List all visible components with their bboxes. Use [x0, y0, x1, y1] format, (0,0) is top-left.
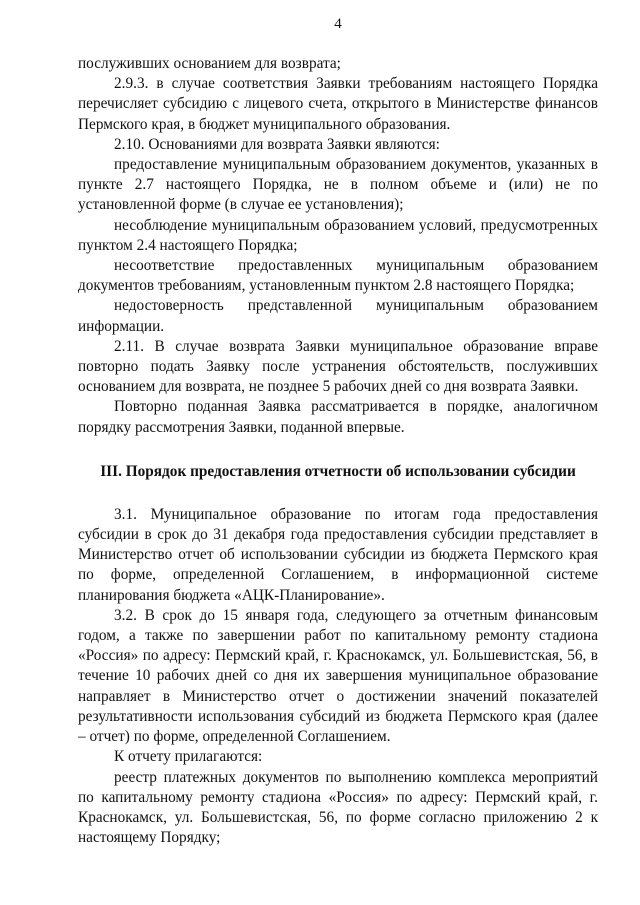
paragraph-continuation: послуживших основанием для возврата;: [78, 55, 341, 72]
section-3-body: [78, 505, 598, 848]
paragraph-3-1: 3.1. Муниципальное образование по итогам года предоставления субсидии в срок до 31 декабря года предоставления субсидии представляет в Министерство отчет об использовании субсидии из бюджета Пермского края по форме, определенной Соглашением, в информационной системе планирования бюджета «АЦК-Планирование».: [78, 505, 598, 604]
section-heading: III. Порядок предоставления отчетности об использовании субсидии: [100, 462, 576, 480]
paragraph-2-9-3: 2.9.3. в случае соответствия Заявки требованиям настоящего Порядка перечисляет субсидию с лицевого счета, открытого в Министерстве финансов Пермского края, в бюджет муниципального образования.: [78, 75, 598, 133]
paragraph-attachments: К отчету прилагаются:: [114, 748, 263, 766]
paragraph-resubmission: Повторно поданная Заявка рассматривается в порядке, аналогичном порядку рассмотрения Заявки, поданной впервые.: [78, 398, 598, 436]
paragraph-2-11: 2.11. В случае возврата Заявки муниципальное образование вправе повторно подать Заявку после устранения обстоятельств, послуживших основанием для возврата, не позднее 5 рабочих дней со дня возврата Заявки.: [78, 337, 598, 396]
paragraph-return-reason-4: недостоверность представленной муниципальным образованием информации.: [78, 297, 598, 335]
paragraph-return-reason-1: предоставление муниципальным образованием документов, указанных в пункте 2.7 настоящего Порядка, не в полном объеме и (или) не по установленной форме (в случае ее установления);: [78, 156, 598, 214]
paragraph-return-reason-3: несоответствие предоставленных муниципальным образованием документов требованиям, установленным пунктом 2.8 настоящего Порядка;: [78, 257, 598, 295]
paragraph-2-10: 2.10. Основаниями для возврата Заявки являются:: [114, 135, 440, 153]
paragraph-3-2: 3.2. В срок до 15 января года, следующего за отчетным финансовым годом, а также по завершении работ по капитальному ремонту стадиона «Россия» по адресу: Пермский край, г. Краснокамск, ул. Большевистская, 56, в течение 10 рабочих дней со дня их завершения муниципальное образование направляет в Министерство отчет о достижении значений показателей результативности использования субсидий из бюджета Пермского края (далее – отчет) по форме, определенной Соглашением.: [78, 606, 598, 746]
paragraph-return-reason-2: несоблюдение муниципальным образованием условий, предусмотренных пунктом 2.4 настоящего Порядка;: [78, 216, 598, 254]
page-number: 4: [334, 16, 342, 32]
paragraph-payment-registry: реестр платежных документов по выполнению комплекса мероприятий по капитальному ремонту стадиона «Россия» по адресу: Пермский край, г. Краснокамск, ул. Большевистская, 56, по форме согласно приложению 2 к настоящему Порядку;: [78, 768, 598, 847]
section-2-continuation: [78, 54, 598, 438]
